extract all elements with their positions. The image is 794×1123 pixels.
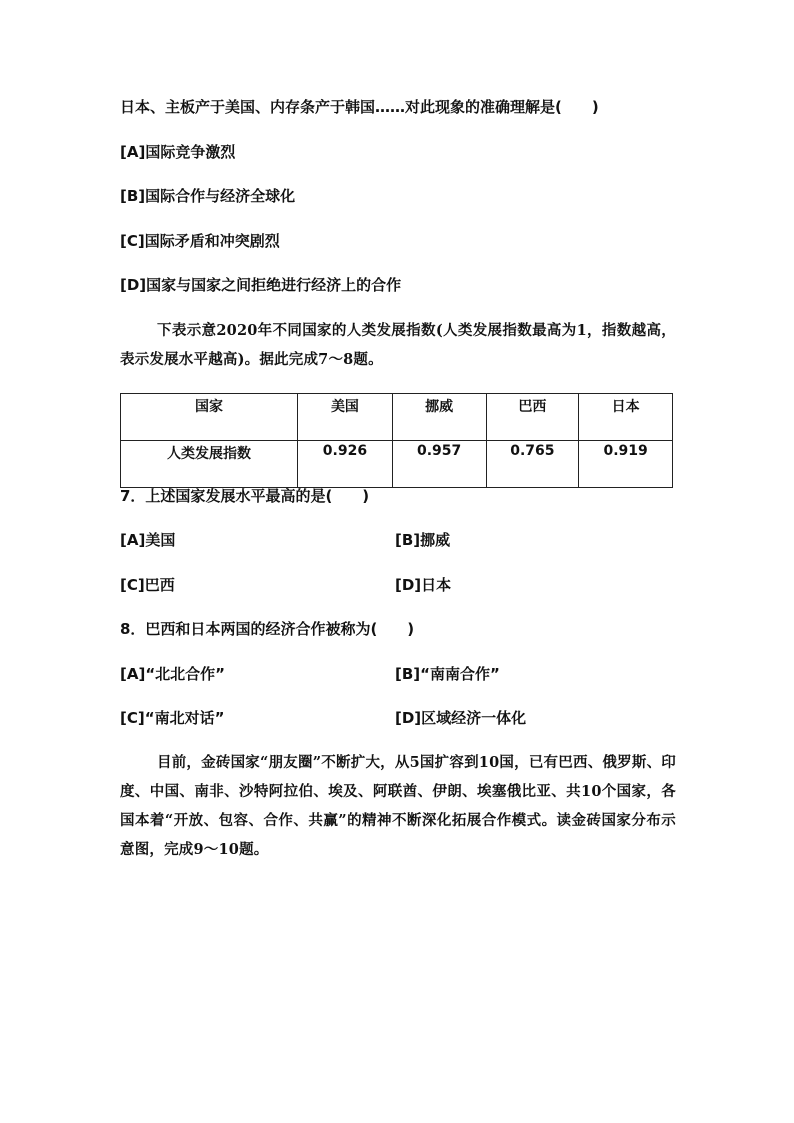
q8-option-b: [B]“南南合作” bbox=[395, 665, 500, 683]
table-header-cell: 国家 bbox=[121, 394, 298, 441]
table-header-cell: 日本 bbox=[579, 394, 673, 441]
table-header-cell: 挪威 bbox=[392, 394, 486, 441]
q6-option-d: [D]国家与国家之间拒绝进行经济上的合作 bbox=[120, 276, 402, 294]
hdi-table bbox=[120, 393, 673, 488]
table-cell: 人类发展指数 bbox=[121, 441, 298, 488]
q8-option-c: [C]“南北对话” bbox=[120, 709, 225, 727]
passage-brics: 目前，金砖国家“朋友圈”不断扩大，从5国扩容到10国，已有巴西、俄罗斯、印度、中国、南非、沙特阿拉伯、埃及、阿联酋、伊朗、埃塞俄比亚、共10个国家，各国本着“开放、包容、合作、共赢”的精神不断深化拓展合作模式。读金砖国家分布示意图，完成9～10题。 bbox=[120, 754, 676, 858]
table-cell: 0.919 bbox=[579, 441, 673, 488]
q8-option-a: [A]“北北合作” bbox=[120, 665, 226, 683]
q7-stem: 7．上述国家发展水平最高的是( ) bbox=[120, 487, 370, 505]
table-cell: 0.957 bbox=[392, 441, 486, 488]
q7-option-b: [B]挪威 bbox=[395, 531, 451, 549]
q7-option-d: [D]日本 bbox=[395, 576, 452, 594]
table-header-row bbox=[121, 394, 673, 441]
table-cell: 0.765 bbox=[486, 441, 579, 488]
q8-stem: 8．巴西和日本两国的经济合作被称为( ) bbox=[120, 620, 415, 638]
table-row bbox=[121, 441, 673, 488]
table-cell: 0.926 bbox=[298, 441, 393, 488]
q8-option-d: [D]区域经济一体化 bbox=[395, 709, 527, 727]
q6-stem: 日本、主板产于美国、内存条产于韩国……对此现象的准确理解是( ) bbox=[120, 98, 599, 116]
q7-option-a: [A]美国 bbox=[120, 531, 176, 549]
q7-option-c: [C]巴西 bbox=[120, 576, 175, 594]
passage-hdi-intro: 下表示意2020年不同国家的人类发展指数(人类发展指数最高为1，指数越高，表示发展水平越高)。据此完成7～8题。 bbox=[120, 322, 676, 368]
q6-option-b: [B]国际合作与经济全球化 bbox=[120, 187, 296, 205]
q6-option-c: [C]国际矛盾和冲突剧烈 bbox=[120, 232, 280, 250]
q6-option-a: [A]国际竞争激烈 bbox=[120, 143, 236, 161]
table-header-cell: 巴西 bbox=[486, 394, 579, 441]
table-header-cell: 美国 bbox=[298, 394, 393, 441]
